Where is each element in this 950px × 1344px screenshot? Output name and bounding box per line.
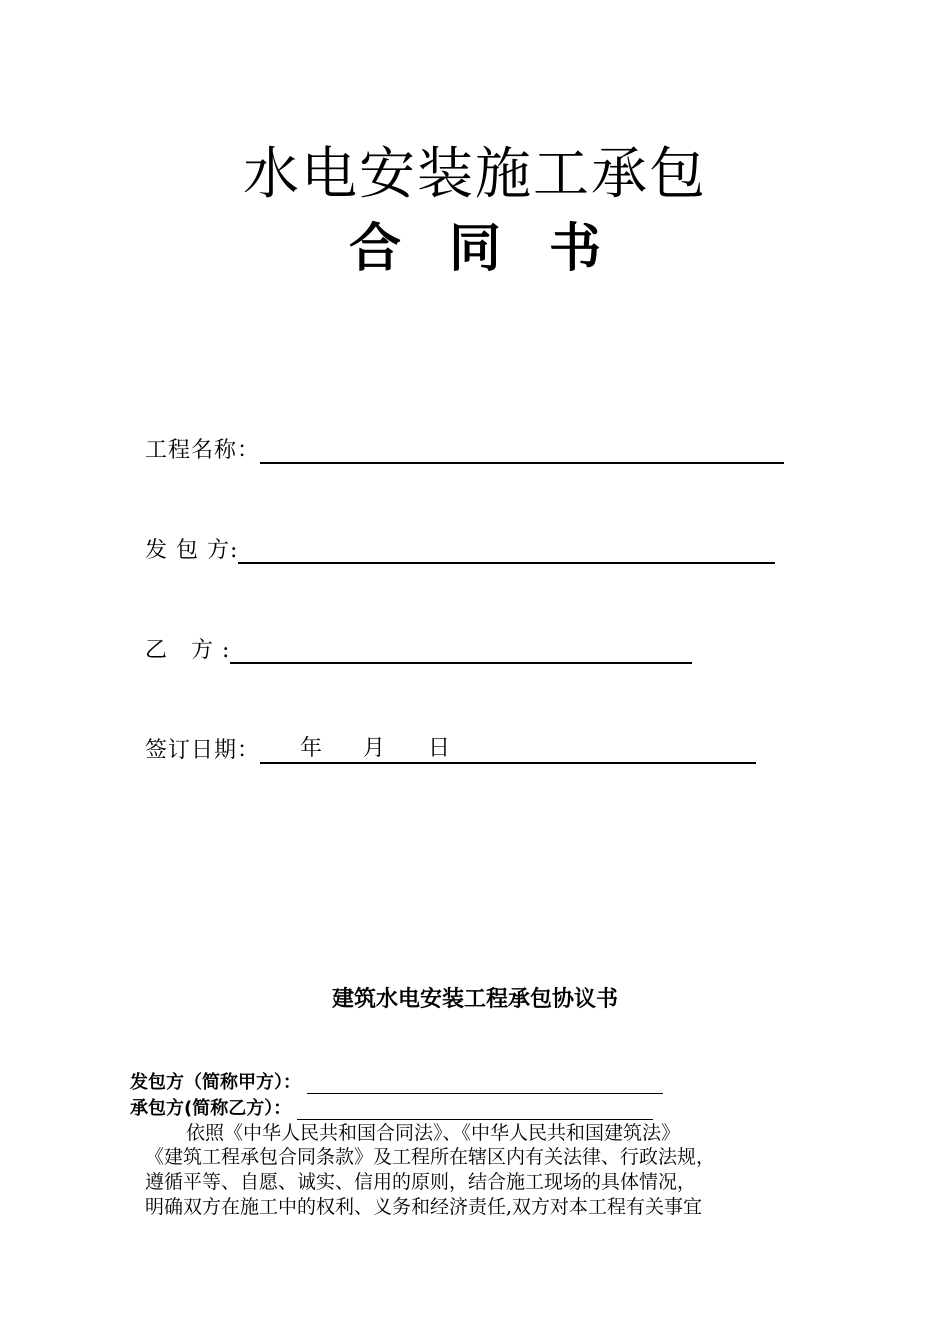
employer-field xyxy=(145,532,775,564)
contractor-label: 乙 方 : xyxy=(145,638,231,663)
party-b-field xyxy=(130,1096,653,1120)
date-year-label: 年 xyxy=(300,736,323,761)
party-a-field xyxy=(130,1070,663,1094)
sign-date-field xyxy=(145,732,756,764)
project-name-label: 工程名称： xyxy=(145,438,261,463)
paragraph-line: 《建筑工程承包合同条款》及工程所在辖区内有关法律、行政法规， xyxy=(145,1146,716,1168)
party-b-label: 承包方(简称乙方）： xyxy=(130,1098,292,1119)
date-day-label: 日 xyxy=(428,736,451,761)
employer-blank-line xyxy=(238,536,775,564)
contractor-blank-line xyxy=(230,636,692,664)
paragraph-line: 明确双方在施工中的权利、义务和经济责任,双方对本工程有关事宜 xyxy=(145,1196,703,1218)
party-b-blank-line xyxy=(297,1099,653,1120)
paragraph-line: 依照《中华人民共和国合同法》、《中华人民共和国建筑法》 xyxy=(186,1122,681,1144)
date-month-label: 月 xyxy=(363,736,386,761)
employer-label: 发 包 方: xyxy=(145,538,239,563)
paragraph-line: 遵循平等、自愿、诚实、信用的原则，结合施工现场的具体情况， xyxy=(145,1171,697,1193)
party-a-label: 发包方（简称甲方）： xyxy=(130,1072,301,1093)
project-name-field xyxy=(145,432,784,464)
agreement-title: 建筑水电安装工程承包协议书 xyxy=(331,987,618,1012)
sign-date-label: 签订日期： xyxy=(145,738,261,763)
party-a-blank-line xyxy=(307,1073,663,1094)
contract-title-line2: 合同书 xyxy=(348,219,649,279)
project-name-blank-line xyxy=(260,436,784,464)
sign-date-blank-line xyxy=(260,736,756,764)
contractor-field xyxy=(145,632,692,664)
contract-title-line1: 水电安装施工承包 xyxy=(243,142,707,207)
